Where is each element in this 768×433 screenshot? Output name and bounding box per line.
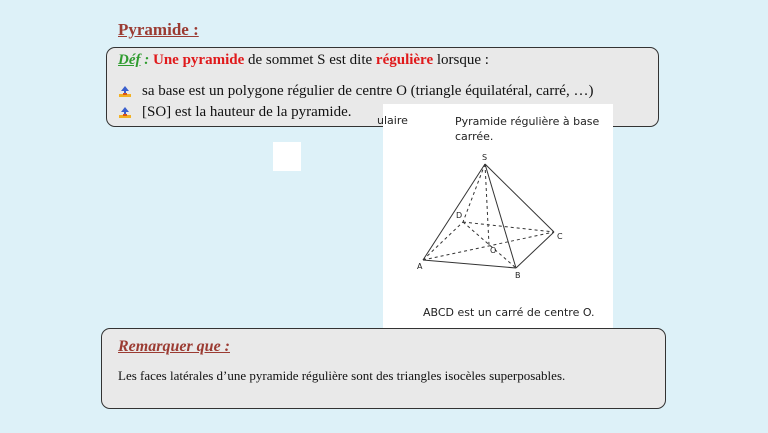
remark-title: Remarquer que : <box>118 338 230 355</box>
point-label-b: B <box>515 271 521 280</box>
definition-label: Déf <box>118 52 141 68</box>
definition-bullet <box>118 83 593 100</box>
definition-text-2: lorsque : <box>433 52 489 68</box>
clipped-caption: ulaire <box>377 114 408 127</box>
white-square <box>273 142 301 171</box>
figure-caption: Pyramide régulière à base carrée. <box>455 115 600 143</box>
figure-footer: ABCD est un carré de centre O. <box>423 306 595 319</box>
definition-colon: : <box>140 52 150 68</box>
definition-line <box>118 52 489 69</box>
pyramid-figure <box>377 104 613 329</box>
remark-text: Les faces latérales d’une pyramide régulière sont des triangles isocèles superposables. <box>118 368 566 383</box>
bullet-text: [SO] est la hauteur de la pyramide. <box>142 104 352 120</box>
page-title: Pyramide : <box>118 20 199 39</box>
definition-term: Une pyramide <box>153 52 245 68</box>
definition-bullet <box>118 104 352 121</box>
point-label-a: A <box>417 262 423 271</box>
bullet-text: sa base est un polygone régulier de centre O (triangle équilatéral, carré, …) <box>142 83 594 99</box>
remark-box <box>101 328 666 409</box>
arrow-bullet-icon <box>118 85 132 99</box>
point-label-o: O <box>490 246 497 255</box>
definition-text-1: de sommet S est dite <box>244 52 376 68</box>
point-label-d: D <box>456 211 463 220</box>
arrow-bullet-icon <box>118 106 132 120</box>
point-label-s: S <box>482 153 488 162</box>
definition-term-2: régulière <box>375 52 434 68</box>
point-label-c: C <box>557 232 563 241</box>
